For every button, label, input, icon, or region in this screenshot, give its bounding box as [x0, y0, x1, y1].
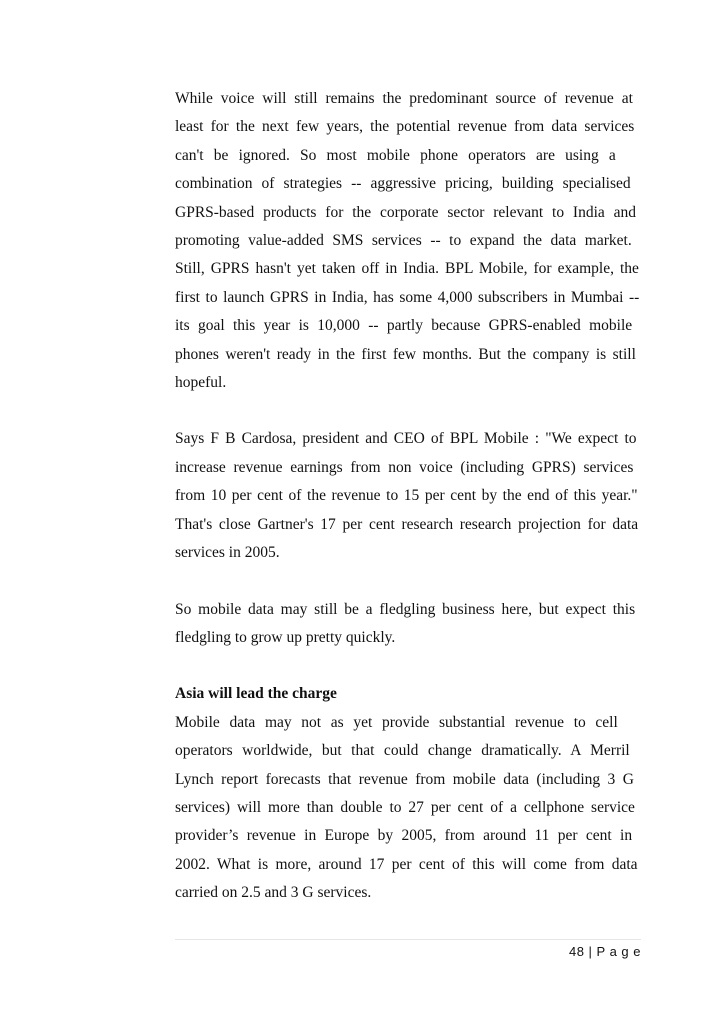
text-line: Mobile data may not as yet provide substantial revenue to cell: [175, 713, 618, 731]
text-line: operators worldwide, but that could change dramatically. A Merril: [175, 742, 630, 760]
text-line: provider’s revenue in Europe by 2005, from around 11 per cent in: [175, 827, 633, 845]
text-line: While voice will still remains the predominant source of revenue at: [175, 90, 633, 107]
text-line: its goal this year is 10,000 -- partly because GPRS-enabled mobile: [175, 317, 633, 335]
text-line: combination of strategies -- aggressive pricing, building specialised: [175, 175, 631, 193]
paragraph-fledgling: [175, 596, 641, 653]
text-line: Still, GPRS hasn't yet taken off in India. BPL Mobile, for example, the: [175, 260, 639, 278]
text-line: services in 2005.: [175, 544, 280, 562]
text-line: first to launch GPRS in India, has some 4,000 subscribers in Mumbai --: [175, 288, 640, 306]
text-line: So mobile data may still be a fledgling business here, but expect this: [175, 600, 636, 618]
text-line: Says F B Cardosa, president and CEO of BPL Mobile : "We expect to: [175, 430, 637, 448]
paragraph-spacer: [175, 652, 641, 680]
paragraph-spacer: [175, 397, 641, 425]
paragraph-asia-mobile-data: [175, 709, 641, 908]
paragraph-voice-revenue: [175, 85, 641, 397]
text-line: from 10 per cent of the revenue to 15 per cent by the end of this year.": [175, 487, 638, 505]
section-heading: Asia will lead the charge: [175, 685, 337, 703]
text-line: least for the next few years, the potential revenue from data services: [175, 118, 635, 136]
text-line: phones weren't ready in the first few months. But the company is still: [175, 345, 636, 363]
text-line: fledgling to grow up pretty quickly.: [175, 628, 396, 646]
text-line: can't be ignored. So most mobile phone operators are using a: [175, 146, 616, 164]
footer-divider: [175, 939, 641, 940]
text-line: That's close Gartner's 17 per cent research research projection for data: [175, 515, 639, 533]
text-line: increase revenue earnings from non voice (including GPRS) services: [175, 458, 634, 476]
paragraph-spacer: [175, 568, 641, 596]
paragraph-cardosa-quote: [175, 425, 641, 567]
text-line: Lynch report forecasts that revenue from mobile data (including 3 G: [175, 770, 634, 788]
text-line: 2002. What is more, around 17 per cent of this will come from data: [175, 855, 638, 873]
text-line: promoting value-added SMS services -- to expand the data market.: [175, 232, 632, 250]
text-line: services) will more than double to 27 per cent of a cellphone service: [175, 798, 635, 816]
text-line: hopeful.: [175, 374, 227, 392]
page-body: [175, 85, 641, 908]
page-number: 48 | P a g e: [568, 944, 641, 959]
text-line: carried on 2.5 and 3 G services.: [175, 884, 372, 902]
text-line: GPRS-based products for the corporate sector relevant to India and: [175, 203, 637, 221]
